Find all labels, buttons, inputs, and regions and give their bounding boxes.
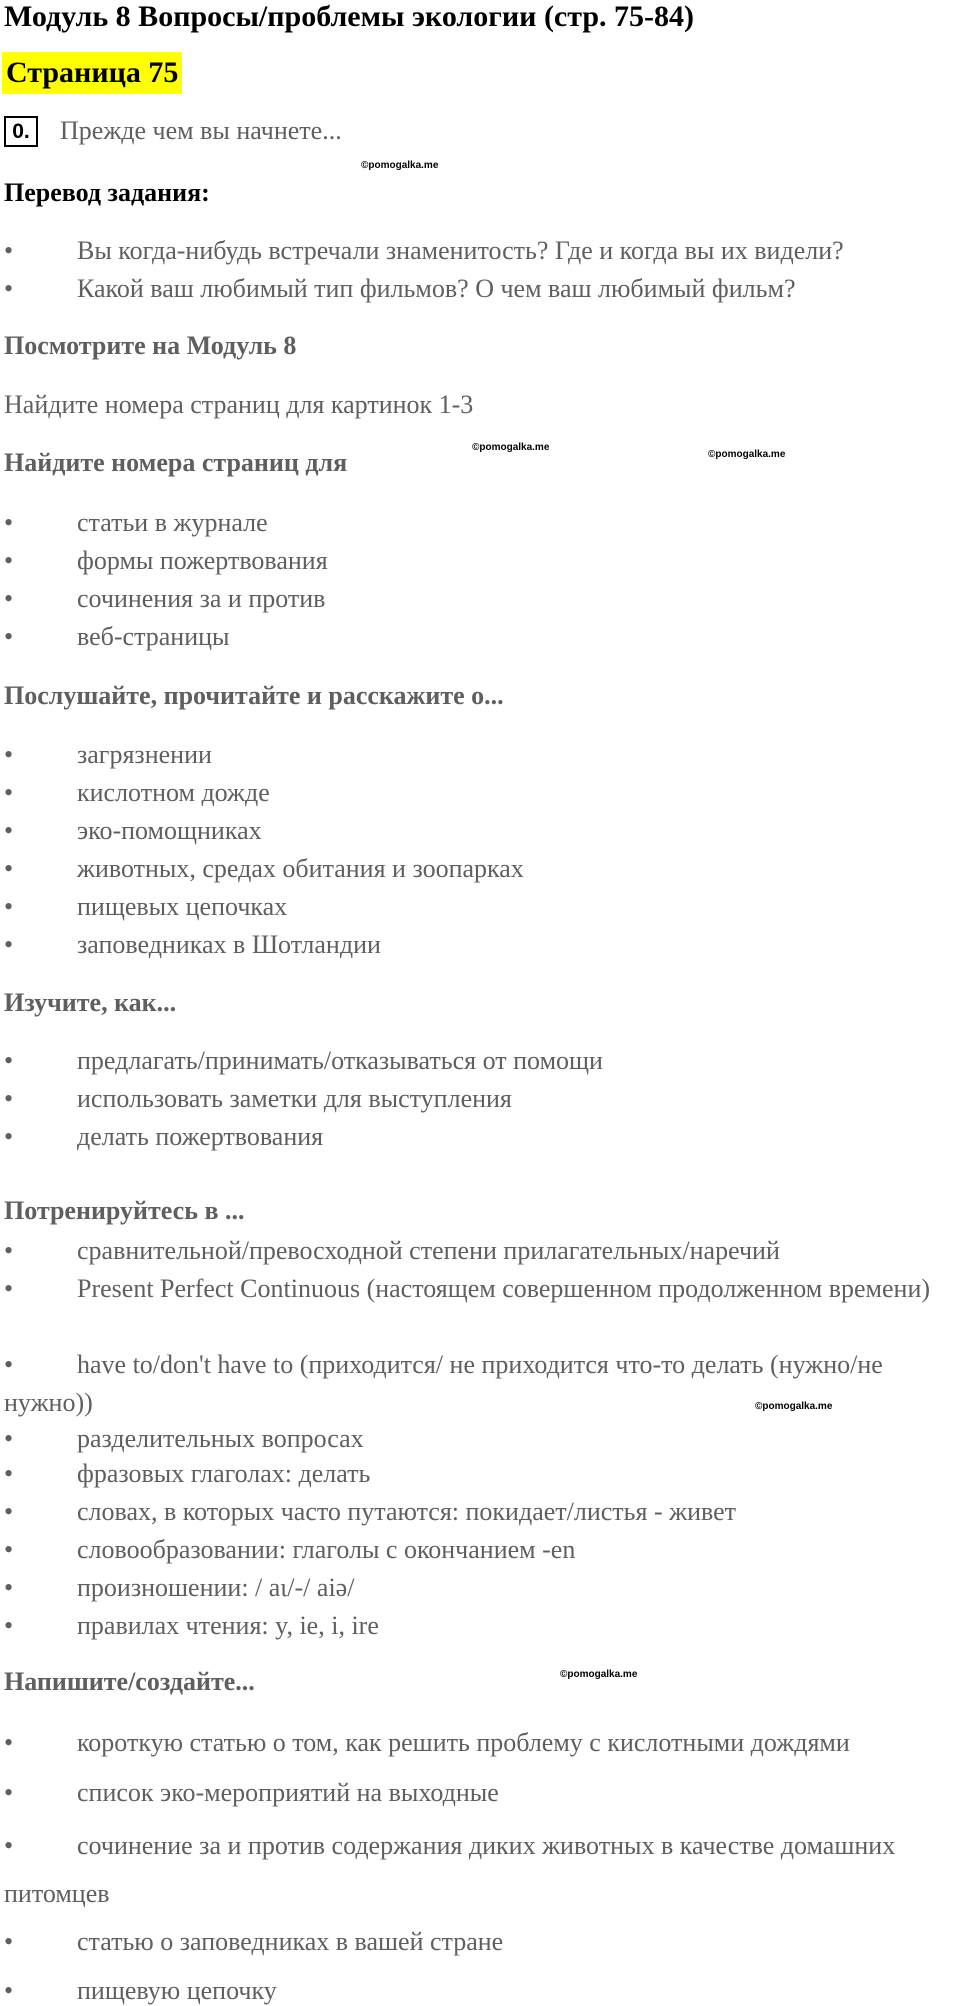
bullet-icon: • [4,1497,14,1526]
watermark: ©pomogalka.me [472,442,550,453]
bullet-icon: • [4,546,14,575]
bullet-icon: • [4,1424,14,1453]
bullet-icon: • [4,1778,14,1807]
bullet-icon: • [4,1573,14,1602]
list-item: • Present Perfect Continuous (настоящем совершенном продолженном времени) [4,1270,954,1308]
watermark: ©pomogalka.me [361,160,439,171]
watermark: ©pomogalka.me [560,1669,638,1680]
watermark: ©pomogalka.me [755,1401,833,1412]
bullet-icon: • [4,508,14,537]
exercise-number-box: 0. [4,116,38,147]
section-heading: Изучите, как... [4,988,177,1017]
bullet-icon: • [4,1236,14,1265]
bullet-icon: • [4,236,14,265]
section-heading: Посмотрите на Модуль 8 [4,331,297,360]
bullet-icon: • [4,1274,14,1303]
section-heading: Найдите номера страниц для [4,448,348,477]
bullet-icon: • [4,816,14,845]
task-heading: Перевод задания: [4,178,210,207]
bullet-icon: • [4,1046,14,1075]
bullet-icon: • [4,778,14,807]
list-item: • сочинение за и против содержания диких животных в качестве домашних питомцев [4,1822,954,1918]
page-number-highlight: Страница 75 [2,52,182,94]
bullet-icon: • [4,854,14,883]
bullet-icon: • [4,1728,14,1757]
bullet-icon: • [4,1976,14,2005]
bullet-icon: • [4,622,14,651]
bullet-icon: • [4,1122,14,1151]
section-heading: Послушайте, прочитайте и расскажите о... [4,681,504,710]
bullet-icon: • [4,1611,14,1640]
bullet-icon: • [4,1084,14,1113]
bullet-icon: • [4,1459,14,1488]
watermark: ©pomogalka.me [708,449,786,460]
bullet-icon: • [4,1350,14,1379]
list-item: • have to/don't have to (приходится/ не приходится что-то делать (нужно/не нужно)) [4,1346,954,1422]
bullet-icon: • [4,892,14,921]
section-heading: Напишите/создайте... [4,1667,255,1696]
intro-text: Прежде чем вы начнете... [60,116,342,145]
bullet-icon: • [4,930,14,959]
section-heading: Потренируйтесь в ... [4,1196,245,1225]
bullet-icon: • [4,1535,14,1564]
bullet-icon: • [4,1831,14,1860]
page-title: Модуль 8 Вопросы/проблемы экологии (стр. 75-84) [4,0,695,33]
bullet-icon: • [4,740,14,769]
bullet-icon: • [4,1927,14,1956]
bullet-icon: • [4,584,14,613]
paragraph: Найдите номера страниц для картинок 1-3 [4,390,474,419]
bullet-icon: • [4,274,14,303]
